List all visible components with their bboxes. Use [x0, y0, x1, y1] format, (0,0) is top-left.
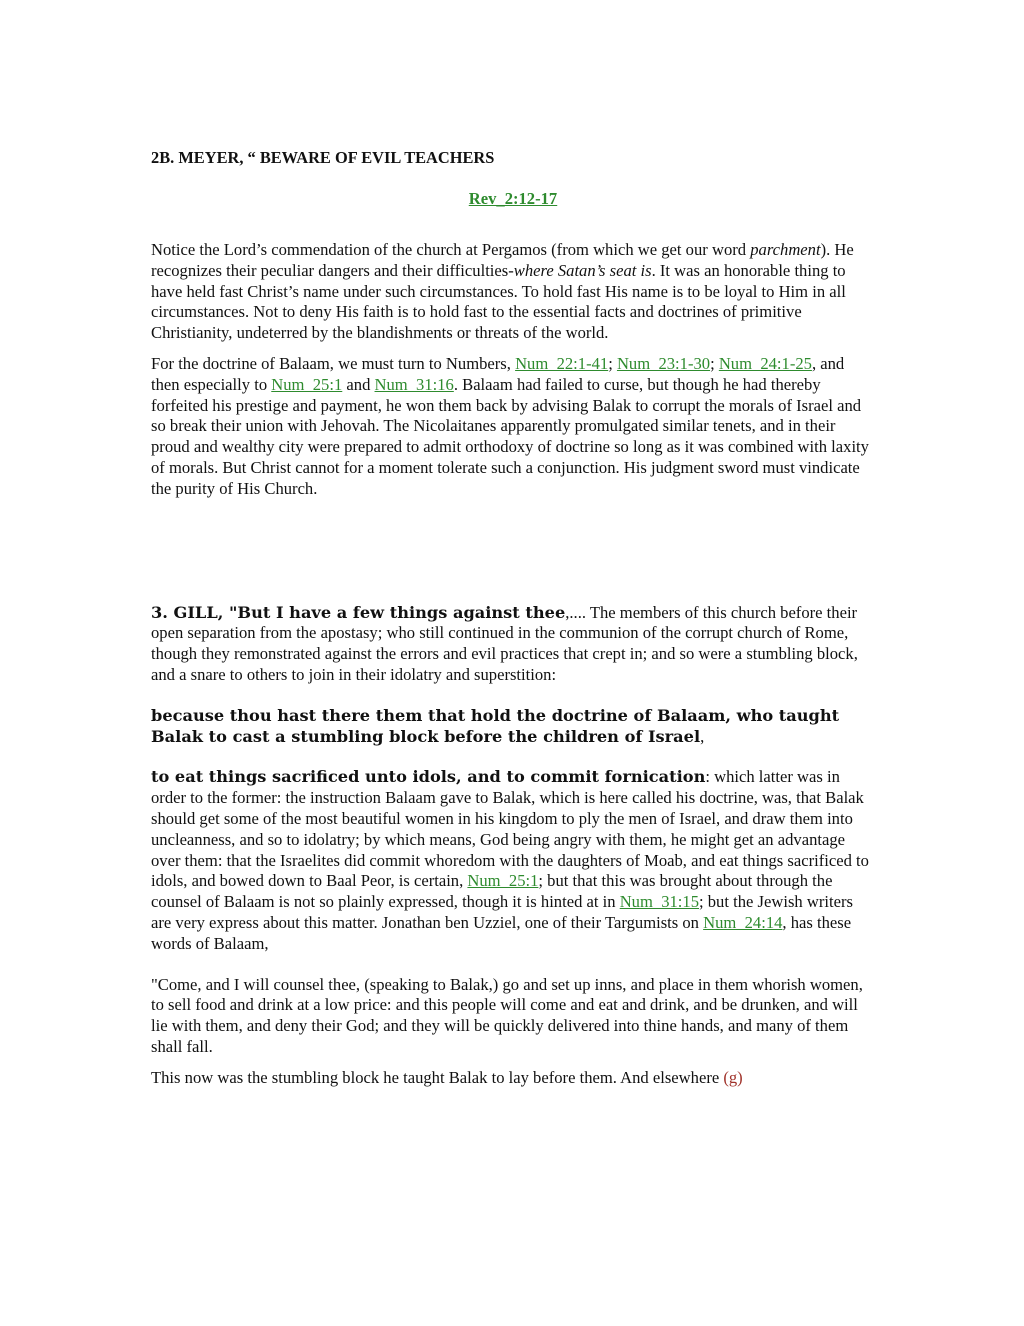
gill-verse-quote-2: to eat things sacrificed unto idols, and to commit fornication [151, 767, 706, 787]
gill-heading: 3. GILL, "But I have a few things against thee [151, 602, 566, 622]
footnote-marker[interactable]: (g) [723, 1067, 743, 1087]
emphasis-parchment: parchment [750, 240, 821, 259]
ref-link-rev[interactable]: Rev_2:12-17 [468, 189, 558, 208]
gill-paragraph-5: This now was the stumbling block he taught Balak to lay before them. And elsewhere (g) [151, 1067, 743, 1087]
ref-link-num23[interactable]: Num_23:1-30 [616, 353, 711, 373]
gill-verse-quote-1: because thou hast there them that hold the doctrine of Balaam, who taught Balak to cast a stumbling block before the children of Israel [151, 705, 840, 746]
gill-paragraph-1: 3. GILL, "But I have a few things against thee,.... The members of this church before their open separation from the apostasy; who still continued in the communion of the corrupt church of Rome, though they remonstrated against the errors and evil practices that crept in; and so were a stumbling block, and a snare to others to join in their idolatry and superstition: [151, 602, 858, 684]
scripture-reference [151, 189, 875, 211]
meyer-paragraph-2: For the doctrine of Balaam, we must turn to Numbers, Num_22:1-41; Num_23:1-30; Num_24:1-25, and then especially to Num_25:1 and Num_31:16. Balaam had failed to curse, but though he had thereby forfeited his prestige and payment, he won them back by advising Balak to corrupt the morals of Israel and so break their union with Jehovah. The Nicolaitanes apparently promulgated similar tenets, and in their proud and wealthy city were prepared to admit orthodoxy of doctrine so long as it was combined with laxity of morals. But Christ cannot for a moment tolerate such a conjunction. His judgment sword must vindicate the purity of His Church. [151, 353, 869, 498]
ref-link-num25-gill[interactable]: Num_25:1 [467, 871, 539, 891]
emphasis-satans-seat: where Satan’s seat is [513, 260, 652, 280]
meyer-heading: 2B. MEYER, “ BEWARE OF EVIL TEACHERS [151, 148, 495, 167]
document-page [151, 148, 875, 1089]
gill-paragraph-4: "Come, and I will counsel thee, (speaking to Balak,) go and set up inns, and place in them whorish women, to sell food and drink at a low price: and this people will come and eat and drink, and be drunken, and will lie with them, and deny their God; and they will be quickly delivered into thine hands, and many of them shall fall. [151, 974, 863, 1056]
gill-paragraph-2: because thou hast there them that hold the doctrine of Balaam, who taught Balak to cast a stumbling block before the children of Israel, [151, 705, 840, 746]
ref-link-num24-14[interactable]: Num_24:14 [703, 912, 783, 932]
gill-paragraph-3: to eat things sacrificed unto idols, and to commit fornication: which latter was in order to the former: the instruction Balaam gave to Balak, which is here called his doctrine, was, that Balak should get some of the most beautiful women in his kingdom to ply the men of Israel, and draw them into uncleanness, and so to idolatry; by which means, God being angry with them, he might get an advantage over them: that the Israelites did commit whoredom with the daughters of Moab, and eat things sacrificed to idols, and bowed down to Baal Peor, is certain, Num_25:1; but that this was brought about through the counsel of Balaam is not so plainly expressed, though it is hinted at in Num_31:15; but the Jewish writers are very express about this matter. Jonathan ben Uzziel, one of their Targumists on Num_24:14, has these words of Balaam, [151, 767, 869, 953]
ref-link-num31-16[interactable]: Num_31:16 [374, 374, 454, 394]
meyer-paragraph-1: Notice the Lord’s commendation of the church at Pergamos (from which we get our word parchment). He recognizes their peculiar dangers and their difficulties-where Satan’s seat is. It was an honorable thing to have held fast Christ’s name under such circumstances. To hold fast His name is to be loyal to Him in all circumstances. Not to deny His faith is to hold fast to the essential facts and doctrines of primitive Christianity, undeterred by the blandishments or threats of the world. [151, 240, 854, 343]
ref-link-num31-15[interactable]: Num_31:15 [619, 892, 699, 912]
ref-link-num25[interactable]: Num_25:1 [271, 374, 343, 394]
ref-link-num24[interactable]: Num_24:1-25 [718, 353, 812, 373]
ref-link-num22[interactable]: Num_22:1-41 [515, 353, 609, 373]
